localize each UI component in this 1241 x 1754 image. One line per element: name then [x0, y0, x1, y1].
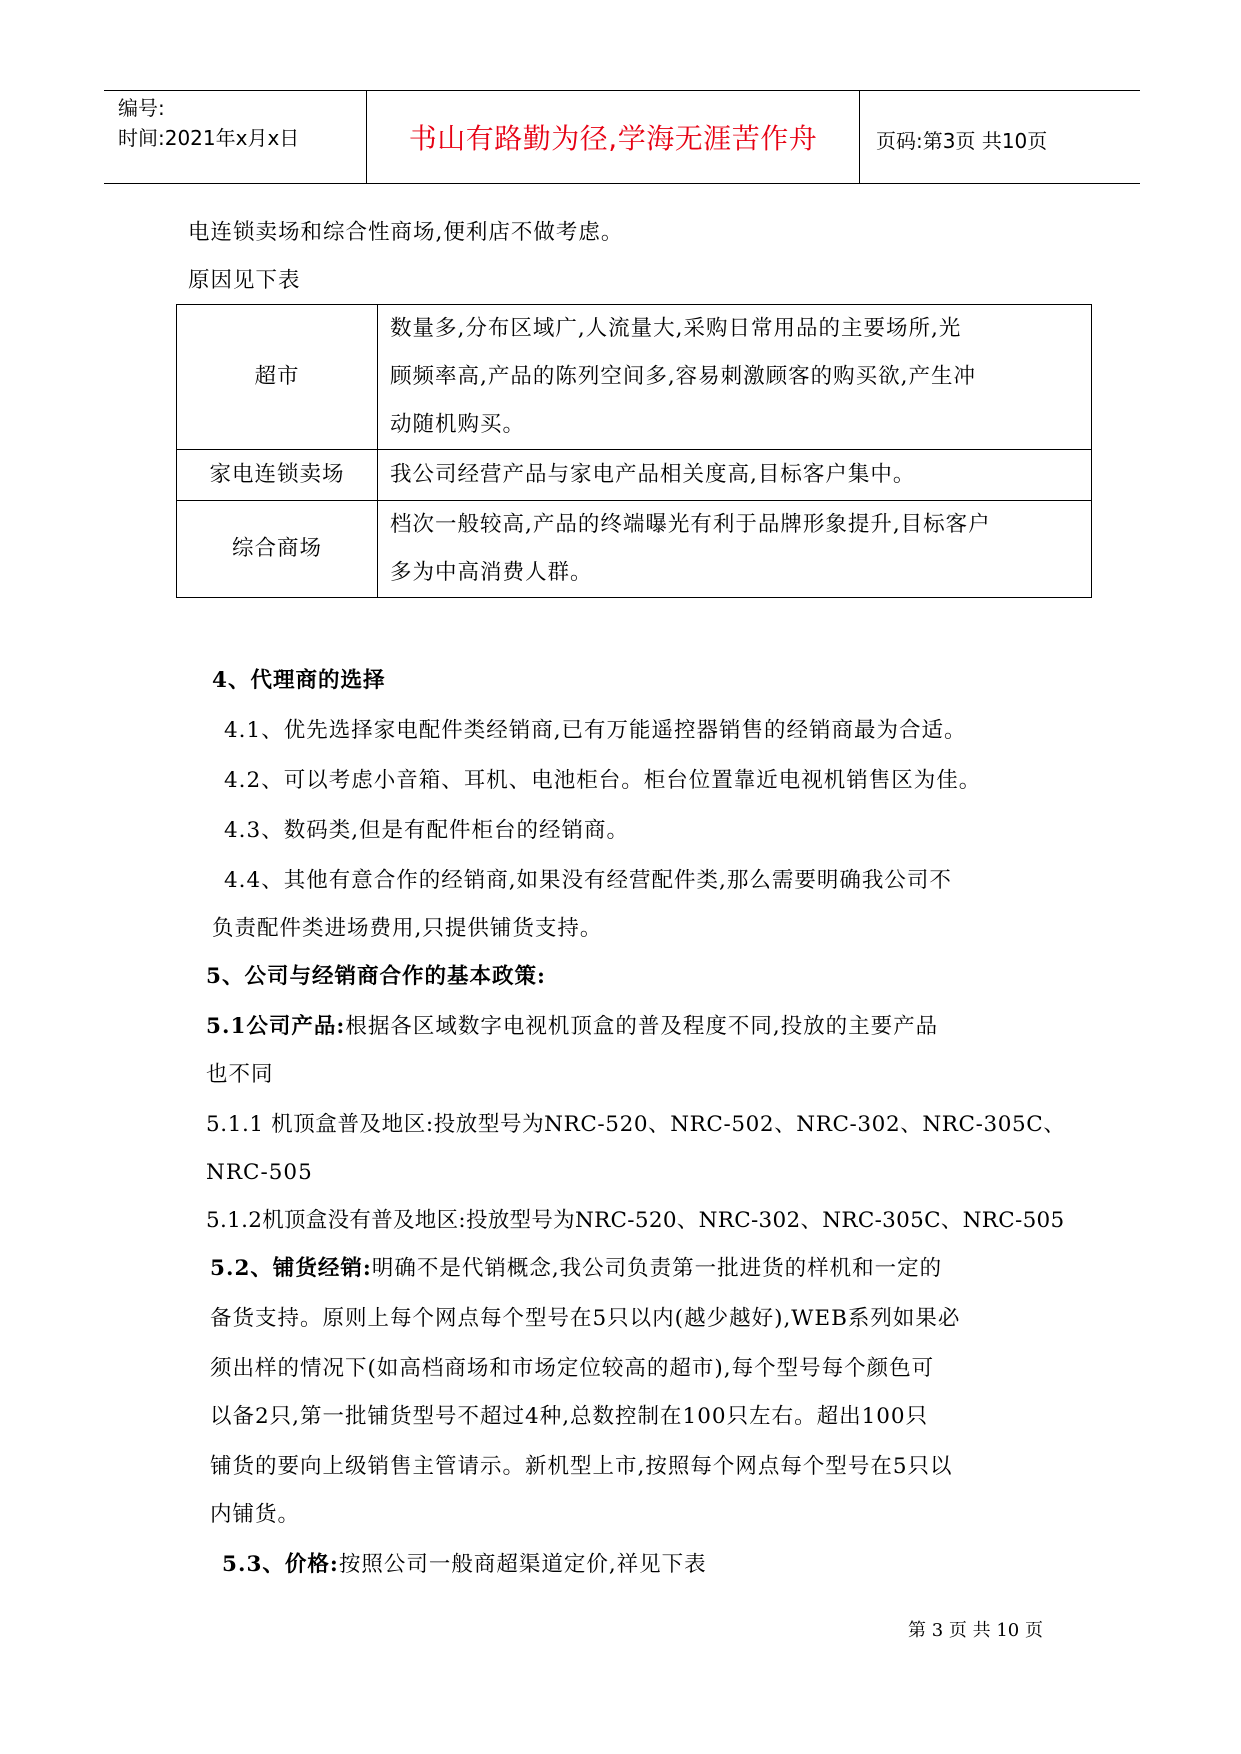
paragraph-5-2	[210, 1254, 942, 1284]
intro-line: 原因见下表	[188, 268, 301, 293]
paragraph-5-1-1: 5.1.1 机顶盒普及地区:投放型号为NRC-520、NRC-502、NRC-302、NRC-305C、	[206, 1112, 1066, 1137]
header-divider	[859, 91, 860, 183]
intro-line: 电连锁卖场和综合性商场,便利店不做考虑。	[188, 220, 624, 245]
section-4-item: 负责配件类进场费用,只提供铺货支持。	[212, 916, 603, 941]
paragraph-5-2-line: 铺货的要向上级销售主管请示。新机型上市,按照每个网点每个型号在5只以	[210, 1454, 953, 1479]
reasons-table	[176, 304, 1092, 598]
page-header	[104, 90, 1140, 184]
reason-line: 数量多,分布区域广,人流量大,采购日常用品的主要场所,光	[390, 316, 962, 341]
reason-line: 多为中高消费人群。	[390, 560, 593, 585]
paragraph-5-2-heading: 5.2、铺货经销:	[210, 1256, 372, 1281]
section-4-title: 4、代理商的选择	[212, 668, 386, 693]
reason-line: 顾频率高,产品的陈列空间多,容易刺激顾客的购买欲,产生冲	[390, 364, 977, 389]
table-row	[177, 450, 1092, 501]
paragraph-5-1-heading: 5.1公司产品:	[206, 1014, 346, 1039]
header-page-label: 页码:第3页 共10页	[876, 129, 1048, 153]
page-footer: 第 3 页 共 10 页	[908, 1620, 1043, 1641]
paragraph-5-1-1-cont: NRC-505	[206, 1160, 313, 1185]
paragraph-5-3	[222, 1550, 707, 1580]
table-cell-name: 超市	[177, 305, 378, 450]
header-motto: 书山有路勤为径,学海无涯苦作舟	[408, 122, 818, 155]
paragraph-5-2-line: 须出样的情况下(如高档商场和市场定位较高的超市),每个型号每个颜色可	[210, 1356, 935, 1381]
section-4-item: 4.2、可以考虑小音箱、耳机、电池柜台。柜台位置靠近电视机销售区为佳。	[224, 768, 982, 793]
section-4-item: 4.1、优先选择家电配件类经销商,已有万能遥控器销售的经销商最为合适。	[224, 718, 967, 743]
table-cell-name: 家电连锁卖场	[177, 450, 378, 501]
table-cell-reason	[378, 450, 1092, 501]
paragraph-5-2-line: 以备2只,第一批铺货型号不超过4种,总数控制在100只左右。超出100只	[210, 1404, 929, 1429]
number-label: 编号:	[118, 96, 165, 120]
paragraph-5-1-text: 根据各区域数字电视机顶盒的普及程度不同,投放的主要产品	[345, 1014, 939, 1039]
header-meta	[118, 93, 363, 153]
paragraph-5-1-cont: 也不同	[206, 1062, 274, 1087]
paragraph-5-3-text: 按照公司一般商超渠道定价,祥见下表	[338, 1552, 707, 1577]
paragraph-5-1	[206, 1012, 938, 1042]
paragraph-5-3-heading: 5.3、价格:	[222, 1552, 339, 1577]
section-4-item: 4.3、数码类,但是有配件柜台的经销商。	[224, 818, 630, 843]
section-5-title: 5、公司与经销商合作的基本政策:	[206, 964, 546, 989]
reason-line: 动随机购买。	[390, 412, 526, 437]
table-cell-name: 综合商场	[177, 501, 378, 598]
paragraph-5-1-2: 5.1.2机顶盒没有普及地区:投放型号为NRC-520、NRC-302、NRC-305C、NRC-505	[206, 1208, 1065, 1233]
reason-line: 我公司经营产品与家电产品相关度高,目标客户集中。	[390, 462, 916, 487]
paragraph-5-2-line: 内铺货。	[210, 1502, 301, 1527]
table-row	[177, 305, 1092, 450]
table-row	[177, 501, 1092, 598]
time-label: 时间:2021年x月x日	[118, 126, 300, 150]
reason-line: 档次一般较高,产品的终端曝光有利于品牌形象提升,目标客户	[390, 512, 991, 537]
paragraph-5-2-line: 备货支持。原则上每个网点每个型号在5只以内(越少越好),WEB系列如果必	[210, 1306, 961, 1331]
table-cell-reason	[378, 501, 1092, 598]
paragraph-5-2-text: 明确不是代销概念,我公司负责第一批进货的样机和一定的	[371, 1256, 943, 1281]
section-4-item: 4.4、其他有意合作的经销商,如果没有经营配件类,那么需要明确我公司不	[224, 868, 952, 893]
table-cell-reason	[378, 305, 1092, 450]
